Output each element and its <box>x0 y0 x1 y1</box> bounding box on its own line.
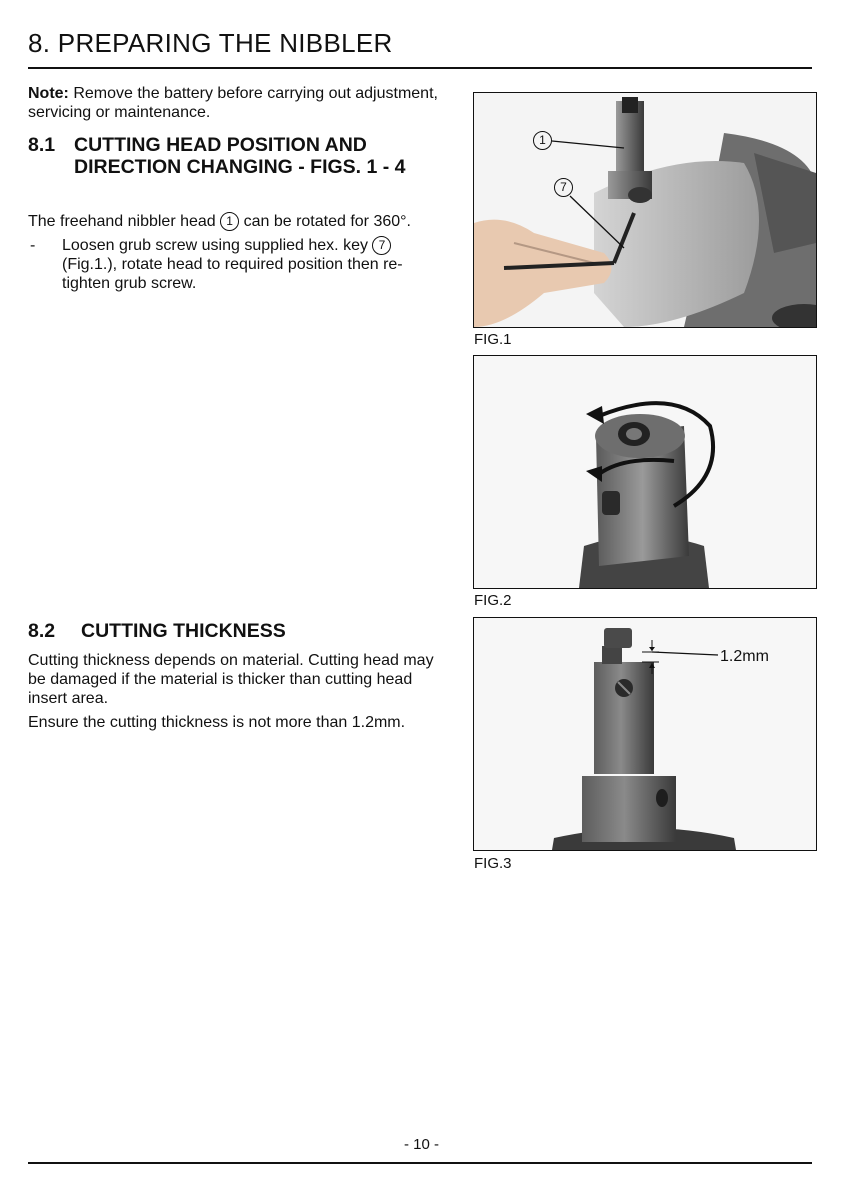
section-number: 8.1 <box>28 134 56 156</box>
section-8-2-body <box>28 651 448 732</box>
page-title: 8. PREPARING THE NIBBLER <box>28 28 393 58</box>
section-8-1-body <box>28 212 448 293</box>
figure-1-photo <box>473 92 817 328</box>
note-label: Note: <box>28 85 69 102</box>
callout-1: 1 <box>533 131 552 150</box>
callout-7-ref: 7 <box>372 236 391 255</box>
section-title: CUTTING HEAD POSITION AND DIRECTION CHANGING - FIGS. 1 - 4 <box>74 134 406 178</box>
rotation-illustration <box>474 356 816 588</box>
section-number: 8.2 <box>28 620 56 642</box>
bullet-dash: - <box>30 237 36 254</box>
callout-1-ref: 1 <box>220 212 239 231</box>
title-rule <box>28 67 812 69</box>
section-8-1-heading <box>28 134 458 204</box>
thickness-paragraph: Cutting thickness depends on material. Cutting head may be damaged if the material is thicker than cutting head insert area. <box>28 652 434 707</box>
figure-3-photo <box>473 617 817 851</box>
grub-screw-step: - Loosen grub screw using supplied hex. key 7 (Fig.1.), rotate head to required position then re-tighten grub screw. <box>30 237 403 292</box>
section-8-2-heading <box>28 620 458 644</box>
thickness-limit-paragraph: Ensure the cutting thickness is not more than 1.2mm. <box>28 714 406 731</box>
callout-leader-lines <box>474 93 816 327</box>
page-number: - 10 - <box>403 1136 439 1153</box>
figure-1-caption: FIG.1 <box>474 331 512 348</box>
note-text: Remove the battery before carrying out adjustment, servicing or maintenance. <box>28 85 438 121</box>
figure-2-caption: FIG.2 <box>474 592 512 609</box>
dimension-label: 1.2mm <box>720 648 769 665</box>
figure-3-caption: FIG.3 <box>474 855 512 872</box>
figure-2-photo <box>473 355 817 589</box>
section-title: CUTTING THICKNESS <box>81 620 286 642</box>
note-paragraph <box>28 84 448 122</box>
rotation-paragraph: The freehand nibbler head 1 can be rotated for 360°. <box>28 213 411 230</box>
callout-7: 7 <box>554 178 573 197</box>
footer-rule <box>28 1162 812 1164</box>
